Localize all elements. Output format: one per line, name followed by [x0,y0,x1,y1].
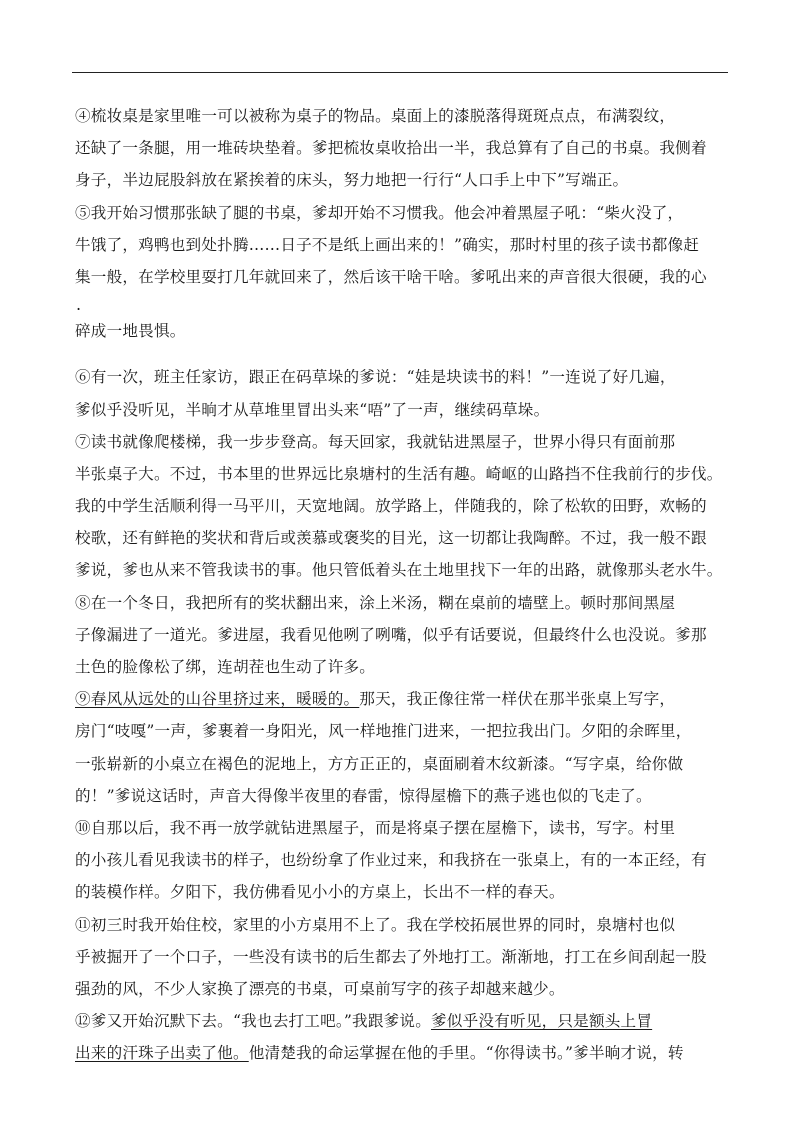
text-line: 土色的脸像松了绑，连胡茬也生动了许多。 [75,658,376,676]
text-line: 乎被掘开了一个口子，一些没有读书的后生都去了外地打工。渐渐地，打工在乡间刮起一股 [75,947,707,966]
text-line: 的装模作样。夕阳下，我仿佛看见小小的方桌上，长出不一样的春天。 [75,883,565,902]
text-line: 半张桌子大。不过，书本里的世界远比泉塘村的生活有趣。崎岖的山路挡不住我前行的步伐。 [75,464,723,483]
underlined-text: ⑨春风从远处的山谷里挤过来，暖暖的。 [75,690,360,709]
text-line: 房门“吱嘎”一声，爹裹着一身阳光，风一样地推门进来，一把拉我出门。夕阳的余晖里， [75,722,692,741]
paragraph-8 [75,587,735,684]
text-line: ⑩自那以后，我不再一放学就钻进黑屋子，而是将桌子摆在屋檐下，读书，写字。村里 [75,818,676,837]
paragraph-9 [75,683,735,812]
plain-text: 他清楚我的命运掌握在他的手里。“你得读书。”爹半晌才说，转 [248,1044,684,1063]
text-line [75,1005,735,1037]
text-line: ⑦读书就像爬楼梯，我一步步登高。每天回家，我就钻进黑屋子，世界小得只有面前那 [75,432,676,451]
text-line: 强劲的风，不少人家换了漂亮的书桌，可桌前写字的孩子却越来越少。 [75,979,565,998]
paragraph-12 [75,1005,735,1069]
text-line: 碎成一地畏惧。 [75,322,186,341]
stray-dot: . [76,295,82,315]
paragraph-7 [75,426,735,587]
text-line: ⑪初三时我开始住校，家里的小方桌用不上了。我在学校拓展世界的同时，泉塘村也似 [75,915,676,934]
text-line: 集一般，在学校里耍打几年就回来了，然后该干啥干啥。爹吼出来的声音很大很硬，我的心 [75,267,707,286]
header-divider [72,72,728,73]
text-line: 的！”爹说这话时，声音大得像半夜里的春雷，惊得屋檐下的燕子逃也似的飞走了。 [75,786,652,805]
text-line: ⑤我开始习惯那张缺了腿的书桌，爹却开始不习惯我。他会冲着黑屋子吼：“柴火没了， [75,203,684,222]
text-line: ⑥有一次，班主任家访，跟正在码草垛的爹说：“娃是块读书的料！”一连说了好几遍， [75,368,676,387]
paragraph-10 [75,812,735,909]
plain-text: ⑫爹又开始沉默下去。“我也去打工吧。”我跟爹说。 [75,1012,432,1031]
paragraph-6 [75,361,735,425]
underlined-text: 爹似乎没有听见，只是额头上冒 [431,1012,653,1031]
text-line [75,1037,735,1069]
text-line: 的小孩儿看见我读书的样子，也纷纷拿了作业过来，和我挤在一张桌上，有的一本正经，有 [75,851,707,870]
text-line: 牛饿了，鸡鸭也到处扑腾……日子不是纸上画出来的！”确实，那时村里的孩子读书都像赶 [75,235,700,254]
text-line: 校歌，还有鲜艳的奖状和背后或羡慕或褒奖的目光，这一切都让我陶醉。不过，我一般不跟 [75,529,707,548]
text-line: 爹似乎没听见，半晌才从草堆里冒出头来“唔”了一声，继续码草垛。 [75,400,550,419]
paragraph-4 [75,100,735,197]
text-line: ④梳妆桌是家里唯一可以被称为桌子的物品。桌面上的漆脱落得斑斑点点，布满裂纹， [75,107,676,125]
text-line: 一张崭新的小桌立在褐色的泥地上，方方正正的，桌面刷着木纹新漆。“写字桌，给你做 [75,754,684,773]
paragraph-11 [75,909,735,1006]
article-body [75,100,735,1069]
paragraph-5 [75,197,735,348]
text-line: 我的中学生活顺利得一马平川，天宽地阔。放学路上，伴随我的，除了松软的田野，欢畅的 [75,497,707,516]
text-line: ⑧在一个冬日，我把所有的奖状翻出来，涂上米汤，糊在桌前的墙壁上。顿时那间黑屋 [75,593,676,612]
text-line [75,683,735,715]
text-line: 爹说，爹也从来不管我读书的事。他只管低着头在土地里找下一年的出路，就像那头老水牛。 [75,561,723,580]
text-line: 还缺了一条腿，用一堆砖块垫着。爹把梳妆桌收拾出一半，我总算有了自己的书桌。我侧着 [75,139,707,158]
plain-text: 那天，我正像往常一样伏在那半张桌上写字， [359,690,676,709]
text-line: 身子，半边屁股斜放在紧挨着的床头，努力地把一行行“人口手上中下”写端正。 [75,171,629,190]
text-line: 子像漏进了一道光。爹进屋，我看见他咧了咧嘴，似乎有话要说，但最终什么也没说。爹那 [75,625,707,644]
underlined-text: 出来的汗珠子出卖了他。 [75,1044,249,1063]
